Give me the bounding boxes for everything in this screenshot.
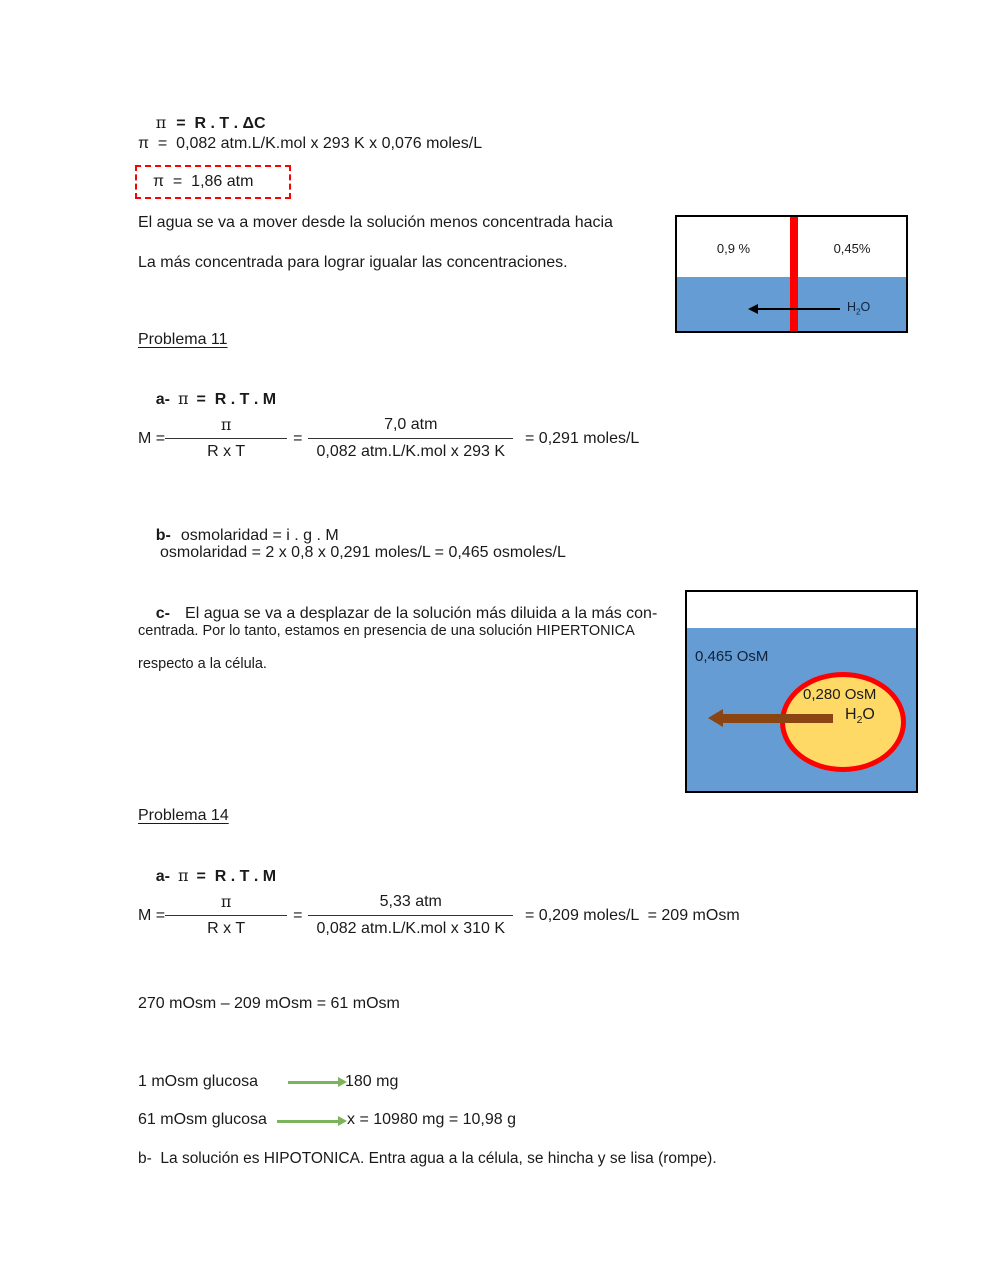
water-h: H (845, 706, 857, 723)
p14-a-rhs: = R . T . M (196, 868, 277, 885)
equals-sign: = (293, 906, 303, 924)
paragraph-line-1: El agua se va a mover desde la solución menos concentrada hacia (138, 214, 613, 231)
mosm-subtraction: 270 mOsm – 209 mOsm = 61 mOsm (138, 995, 400, 1012)
cell-osmolarity-label: 0,280 OsM (803, 686, 877, 703)
water-subscript: 2 (856, 307, 861, 317)
equation-substituted: π = 0,082 atm.L/K.mol x 293 K x 0,076 moles/L (138, 135, 483, 152)
p11-b-text: osmolaridad = i . g . M (180, 527, 339, 544)
p11-molarity-calculation (138, 412, 639, 465)
p11-c-marker: c- (155, 605, 171, 622)
p11-c-line-2: centrada. Por lo tanto, estamos en presencia de una solución HIPERTONICA (138, 623, 635, 639)
left-concentration-label: 0,9 % (716, 241, 751, 256)
water-label (845, 706, 875, 726)
osmosis-compartment-diagram (675, 215, 908, 333)
p11-c-line-3: respecto a la célula. (138, 656, 267, 672)
fraction-denominator-value: 0,082 atm.L/K.mol x 310 K (316, 920, 506, 937)
equals-sign: = (293, 429, 303, 447)
fraction-values (308, 889, 513, 942)
p11-molarity-result: = 0,291 moles/L (525, 429, 640, 447)
fraction-pi-over-rt (165, 412, 287, 465)
p11-a-rhs: = R . T . M (196, 391, 277, 408)
glucose-row-2-right: x = 10980 mg = 10,98 g (347, 1111, 517, 1128)
glucose-row-1-left: 1 mOsm glucosa (138, 1073, 259, 1090)
paragraph-line-2: La más concentrada para lograr igualar las concentraciones. (138, 254, 568, 271)
glucose-arrow-icon (288, 1081, 338, 1084)
pi-symbol: π (155, 113, 167, 132)
glucose-arrow-icon (277, 1120, 338, 1123)
equation-pi-rtdc-rhs: = R . T . ΔC (176, 115, 266, 132)
water-subscript: 2 (856, 715, 863, 727)
boxed-result (135, 165, 291, 199)
fraction-numerator-value: 5,33 atm (379, 893, 442, 910)
p14-a-marker: a- (155, 868, 171, 885)
membrane-divider (790, 217, 798, 331)
water-flow-arrow-icon (758, 308, 840, 310)
p11-a-pi: π (178, 389, 189, 408)
fraction-denominator: R x T (207, 443, 246, 460)
glucose-row-2-left: 61 mOsm glucosa (138, 1111, 267, 1128)
fraction-denominator-value: 0,082 atm.L/K.mol x 293 K (316, 443, 506, 460)
fraction-values (308, 412, 513, 465)
fraction-numerator: π (220, 892, 232, 911)
p14-molarity-calculation (138, 889, 740, 942)
fraction-denominator: R x T (207, 920, 246, 937)
water-label (847, 300, 870, 317)
cell-in-solution-diagram (685, 590, 918, 793)
fraction-pi-over-rt (165, 889, 287, 942)
p14-b-answer: b- La solución es HIPOTONICA. Entra agua a la célula, se hincha y se lisa (rompe). (138, 1150, 717, 1167)
water-o: O (862, 706, 875, 723)
p11-b-line-2: osmolaridad = 2 x 0,8 x 0,291 moles/L = 0,465 osmoles/L (160, 544, 566, 561)
right-concentration-label: 0,45% (833, 241, 871, 256)
p11-c-text: El agua se va a desplazar de la solución más diluida a la más con- (185, 605, 658, 622)
p11-b-marker: b- (155, 527, 171, 544)
m-equals-label: M = (138, 429, 166, 447)
p11-a-marker: a- (155, 391, 171, 408)
solution-osmolarity-label: 0,465 OsM (695, 648, 769, 665)
water-exit-arrow-icon (723, 714, 833, 723)
p14-a-pi: π (178, 866, 189, 885)
water-o: O (860, 300, 871, 314)
p14-molarity-result: = 0,209 moles/L = 209 mOsm (525, 906, 740, 924)
problema-11-heading: Problema 11 (138, 331, 228, 348)
fraction-numerator: π (220, 415, 232, 434)
boxed-result-text: π = 1,86 atm (153, 173, 254, 190)
problema-14-heading: Problema 14 (138, 807, 229, 824)
water-h: H (847, 300, 857, 314)
glucose-row-1-right: 180 mg (345, 1073, 399, 1090)
fraction-numerator-value: 7,0 atm (384, 416, 438, 433)
m-equals-label: M = (138, 906, 166, 924)
